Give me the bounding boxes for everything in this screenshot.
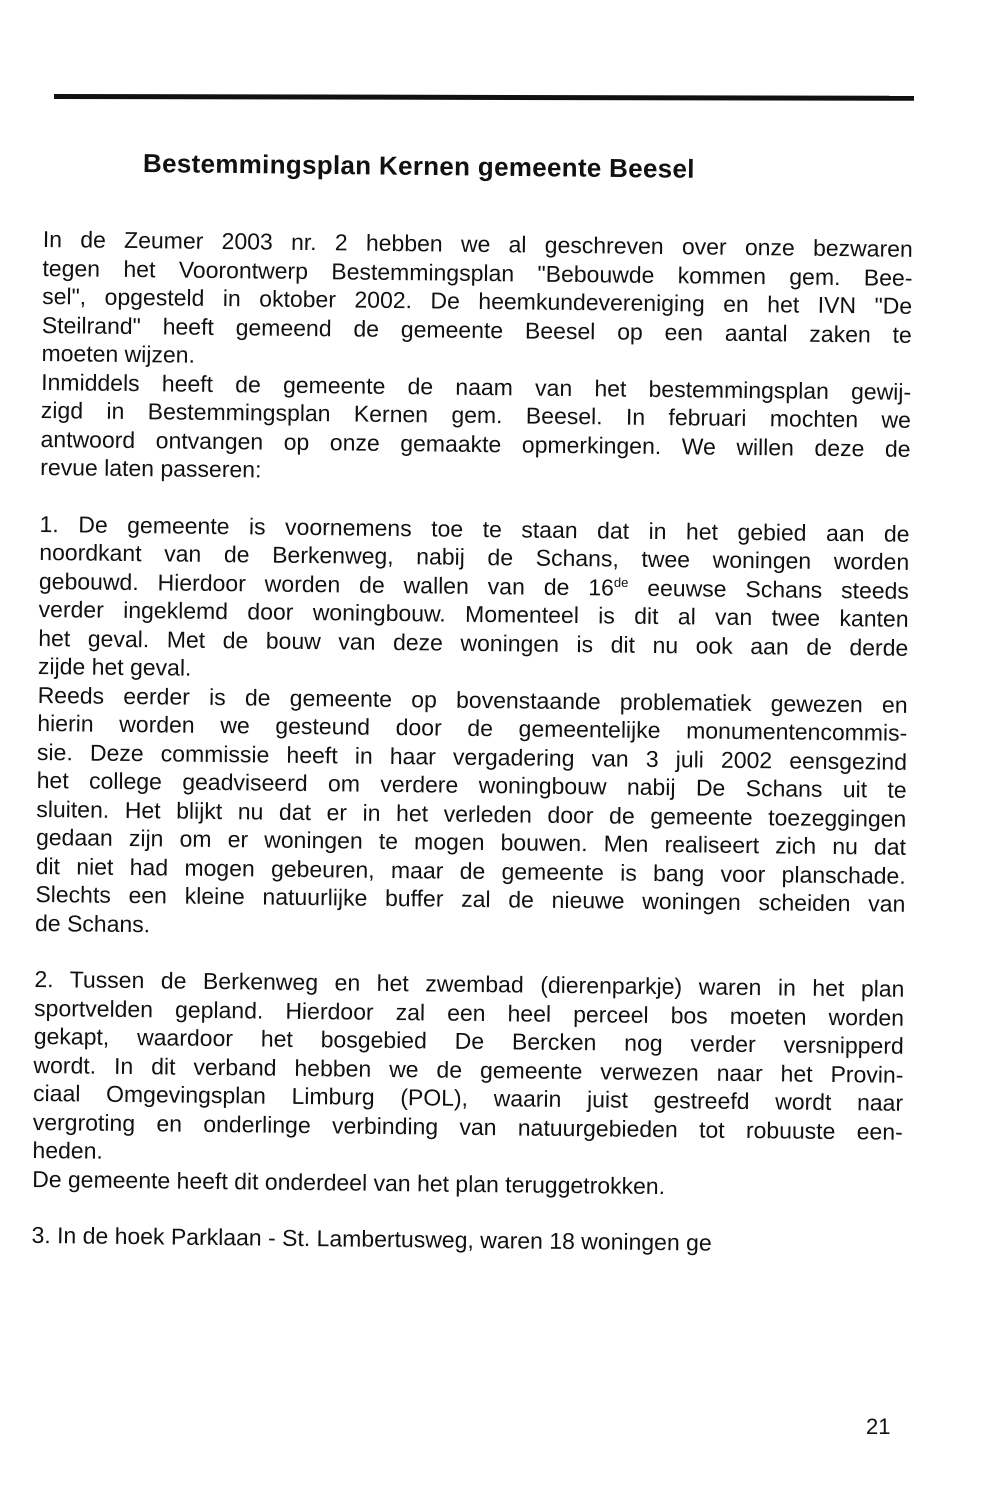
text-line: 1. De gemeente is voornemens toe te staan dat in het gebied aan de [39,510,910,547]
text-line: Slechts een kleine natuurlijke buffer zal de nieuwe woningen scheiden van [35,880,906,917]
text-line: Inmiddels heeft de gemeente de naam van het bestemmingsplan gewij- [41,368,912,405]
text-line: het geval. Met de bouw van deze woningen is dit nu ook aan de derde [38,624,909,661]
text-line: sportvelden gepland. Hierdoor zal een heel perceel bos moeten worden [33,994,905,1031]
text-segment: eeuwse Schans steeds [628,574,910,604]
document-body [31,225,913,1259]
text-line: moeten wijzen. [41,339,196,368]
text-segment: gebouwd. Hierdoor worden de wallen van de 16 [38,567,615,600]
text-line: De gemeente heeft dit onderdeel van het plan teruggetrokken. [32,1165,666,1199]
top-rule [54,94,914,101]
text-line: revue laten passeren: [40,453,262,483]
text-line: tegen het Voorontwerp Bestemmingsplan "Bebouwde kommen gem. Bee- [42,254,913,291]
text-line: verder ingeklemd door woningbouw. Momenteel is dit al van twee kanten [38,595,909,632]
text-line: zigd in Bestemmingsplan Kernen gem. Beesel. In februari mochten we [40,396,911,433]
text-line: gekapt, waardoor het bosgebied De Bercken nog verder versnipperd [33,1022,904,1059]
text-line: ciaal Omgevingsplan Limburg (POL), waarin juist gestreefd wordt naar [33,1079,904,1116]
page-number: 21 [866,1414,891,1439]
text-line: 2. Tussen de Berkenweg en het zwembad (dierenparkje) waren in het plan [34,965,905,1002]
text-line: antwoord ontvangen op onze gemaakte opmerkingen. We willen deze de [40,425,911,462]
text-line: In de Zeumer 2003 nr. 2 hebben we al geschreven over onze bezwaren [42,225,913,262]
text-line: vergroting en onderlinge verbinding van natuurgebieden tot robuuste een- [32,1108,903,1145]
text-line: dit niet had mogen gebeuren, maar de gemeente is bang voor planschade. [35,852,906,889]
text-line: de Schans. [34,909,151,937]
text-line: sie. Deze commissie heeft in haar vergadering van 3 juli 2002 eensgezind [36,738,908,775]
text-line: zijde het geval. [37,652,192,681]
text-line: heden. [32,1136,104,1164]
text-line: wordt. In dit verband hebben we de gemeente verwezen naar het Provin- [33,1051,904,1088]
text-line: noordkant van de Berkenweg, nabij de Schans, twee woningen worden [39,538,910,575]
text-line: gedaan zijn om er woningen te mogen bouwen. Men realiseert zich nu dat [35,823,907,860]
document-title: Bestemmingsplan Kernen gemeente Beesel [142,148,695,184]
superscript: de [613,574,629,590]
text-line: hierin worden we gesteund door de gemeentelijke monumentencommis- [37,709,908,746]
text-line: het college geadviseerd om verdere woningbouw nabij De Schans uit te [36,766,907,803]
text-line: sel", opgesteld in oktober 2002. De heemkundevereniging en het IVN "De [42,282,913,319]
text-line: Steilrand" heeft gemeend de gemeente Beesel op een aantal zaken te [41,311,912,348]
text-line: 3. In de hoek Parklaan - St. Lambertusweg, waren 18 woningen ge [31,1221,712,1256]
text-line: sluiten. Het blijkt nu dat er in het verleden door de gemeente toezeggingen [36,795,907,832]
text-line: Reeds eerder is de gemeente op bovenstaande problematiek gewezen en [37,681,908,718]
